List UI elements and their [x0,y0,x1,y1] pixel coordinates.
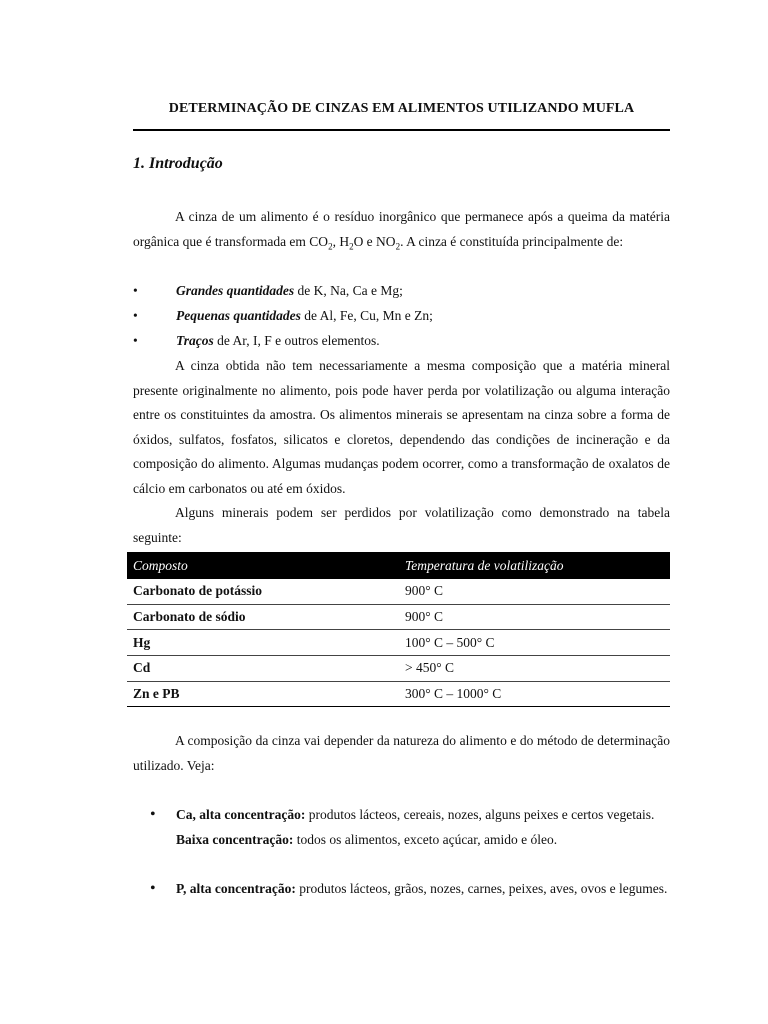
mineral-label: Ca, alta concentração: [176,807,306,822]
bullet-term: Pequenas quantidades [176,308,301,323]
table-header-row [127,552,670,579]
paragraph-ash-composition: A composição da cinza vai depender da natureza do alimento e do método de determinação utilizado. Veja: [133,733,670,773]
table-header-compound: Composto [127,552,399,579]
bullet-dot: • [150,880,156,897]
bullet-text: de Al, Fe, Cu, Mn e Zn; [300,308,433,323]
table-row [127,630,670,656]
bullet-dot: • [133,283,138,298]
intro-text-1: A cinza de um alimento é o resíduo inorgânico que permanece após a queima da matéria orgânica que é transformada em CO [133,209,670,249]
no2-subscript: 2 [395,241,401,252]
mineral-label: P, alta concentração: [176,881,296,896]
table-cell-compound: Cd [127,656,399,682]
intro-text-4: . A cinza é constituída principalmente de: [400,233,624,249]
table-cell-temperature: 900° C [399,604,670,630]
intro-text-2: , H [332,233,350,249]
table-row [127,681,670,707]
document-title: DETERMINAÇÃO DE CINZAS EM ALIMENTOS UTILIZANDO MUFLA [168,101,635,116]
intro-paragraph [133,205,670,259]
table-cell-temperature: > 450° C [399,656,670,682]
mineral-sublabel: Baixa concentração: [176,831,294,847]
table-header-temperature: Temperatura de volatilização [399,552,670,579]
co2-subscript: 2 [328,241,333,252]
title-divider [133,129,670,131]
table-row [127,579,670,604]
list-item [150,877,670,902]
bullet-text: de K, Na, Ca e Mg; [294,283,403,298]
table-cell-compound: Hg [127,630,399,656]
volatilization-table [127,552,670,707]
table-cell-temperature: 100° C – 500° C [399,630,670,656]
paragraph-composition: A cinza obtida não tem necessariamente a mesma composição que a matéria mineral presente originalmente no alimento, pois pode haver perda por volatilização ou alguma interação entre os constituintes da amostra. Os alimentos minerais se apresentam na cinza sobre a forma de óxidos, sulfatos, fosfatos, silicatos e cloretos, dependendo das condições de incineração e da composição do alimento. Algumas mudanças podem ocorrer, como a transformação de oxalatos de cálcio em carbonatos ou até em óxidos. [133,358,670,496]
table-cell-compound: Zn e PB [127,681,399,707]
mineral-subtext: todos os alimentos, exceto açúcar, amido e óleo. [293,831,558,847]
table-cell-compound: Carbonato de potássio [127,579,399,604]
bullet-term: Traços [176,333,214,348]
bullet-dot: • [133,333,138,348]
bullet-term: Grandes quantidades [176,283,295,298]
intro-text-3: O e NO [353,233,396,249]
bullet-text: de Ar, I, F e outros elementos. [213,333,380,348]
bullet-dot: • [150,806,156,823]
mineral-text: produtos lácteos, grãos, nozes, carnes, peixes, aves, ovos e legumes. [295,881,668,896]
section-heading: 1. Introdução [133,155,223,172]
table-row [127,656,670,682]
h2o-subscript: 2 [349,241,354,252]
table-cell-temperature: 900° C [399,579,670,604]
mineral-text: produtos lácteos, cereais, nozes, alguns peixes e certos vegetais. [305,807,655,822]
bullet-dot: • [133,308,138,323]
table-row [127,604,670,630]
paragraph-volatilization: Alguns minerais podem ser perdidos por volatilização como demonstrado na tabela seguinte: [133,505,670,545]
table-cell-compound: Carbonato de sódio [127,604,399,630]
table-cell-temperature: 300° C – 1000° C [399,681,670,707]
list-item [150,803,670,852]
